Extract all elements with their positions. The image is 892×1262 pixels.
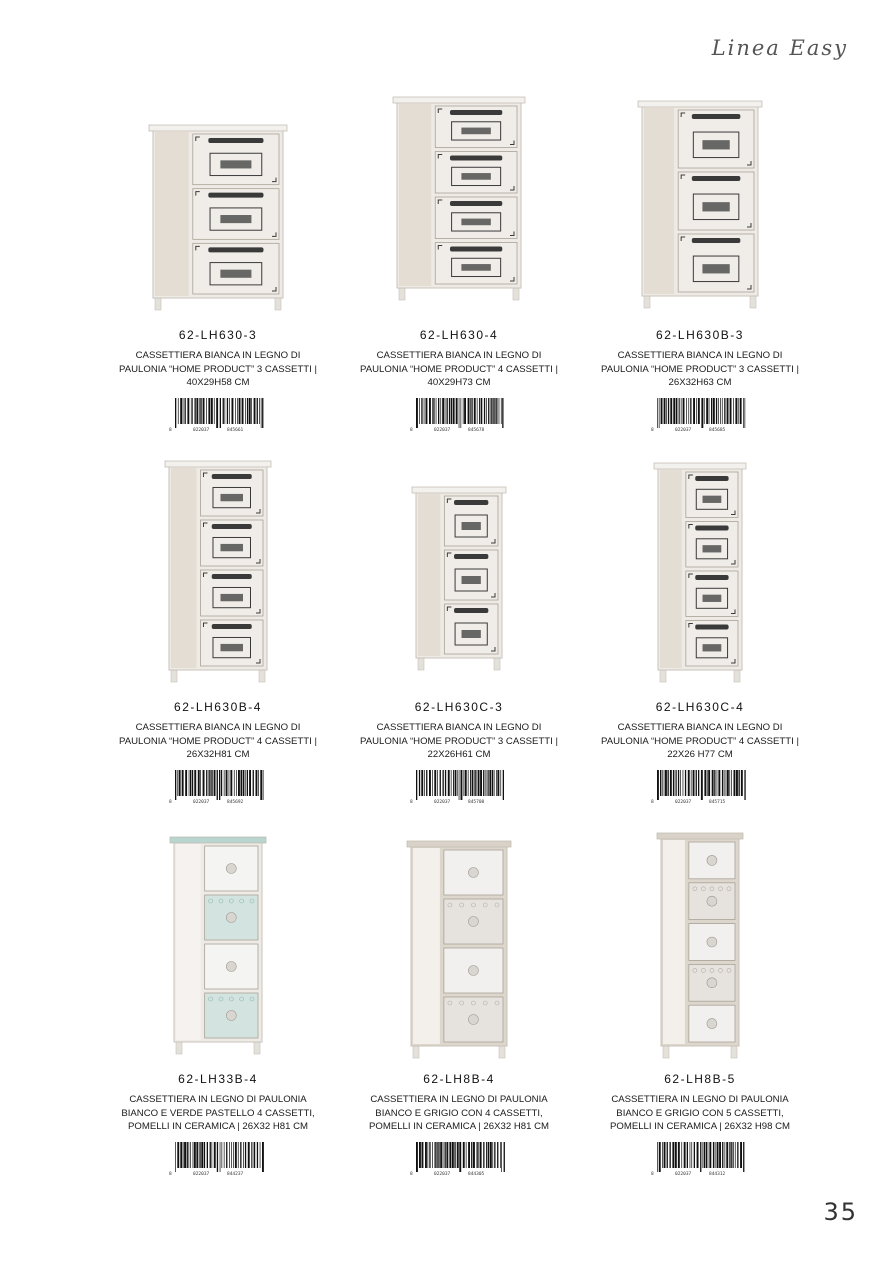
product-row <box>97 832 823 1204</box>
four-drawer-chest-icon <box>97 832 339 1064</box>
barcode: 8 022037 844237 <box>169 1142 267 1180</box>
four-drawer-chest-icon <box>338 832 580 1064</box>
barcode-bars-icon <box>169 770 267 800</box>
product-code: 62-LH33B-4 <box>178 1072 258 1086</box>
product-code: 62-LH630C-3 <box>414 700 504 714</box>
product-description: CASSETTIERA BIANCA IN LEGNO DI PAULONIA “HOME PRODUCT” 4 CASSETTI | 26X32H81 CM <box>119 722 317 760</box>
product-code: 62-LH8B-4 <box>423 1072 495 1086</box>
product-card <box>97 832 339 1204</box>
barcode: 8 022037 845708 <box>410 770 508 808</box>
product-description: CASSETTIERA IN LEGNO DI PAULONIA BIANCO E GRIGIO CON 5 CASSETTI, POMELLI IN CERAMICA | 26X32 H98 CM <box>609 1094 791 1132</box>
product-description: CASSETTIERA BIANCA IN LEGNO DI PAULONIA “HOME PRODUCT” 3 CASSETTI | 26X32H63 CM <box>601 350 799 388</box>
product-code: 62-LH630B-4 <box>174 700 262 714</box>
product-card <box>338 460 580 832</box>
barcode-bars-icon <box>410 398 508 428</box>
page-number: 35 <box>823 1198 858 1226</box>
four-drawer-chest-icon <box>338 88 580 320</box>
barcode: 8 022037 844312 <box>651 1142 749 1180</box>
barcode-bars-icon <box>169 1142 267 1172</box>
barcode: 8 022037 845715 <box>651 770 749 808</box>
product-code: 62-LH630-4 <box>419 328 499 342</box>
barcode-bars-icon <box>651 1142 749 1172</box>
product-description: CASSETTIERA IN LEGNO DI PAULONIA BIANCO E GRIGIO CON 4 CASSETTI, POMELLI IN CERAMICA | 26X32 H81 CM <box>368 1094 550 1132</box>
product-card <box>579 460 821 832</box>
barcode: 8 022037 845692 <box>169 770 267 808</box>
product-row <box>97 460 823 832</box>
barcode-bars-icon <box>410 1142 508 1172</box>
product-card <box>338 832 580 1204</box>
product-description: CASSETTIERA BIANCA IN LEGNO DI PAULONIA “HOME PRODUCT” 3 CASSETTI | 22X26H61 CM <box>360 722 558 760</box>
brand-logo-text: Linea Easy <box>711 36 848 60</box>
product-row <box>97 88 823 460</box>
barcode: 8 022037 845685 <box>651 398 749 436</box>
product-code: 62-LH630C-4 <box>655 700 745 714</box>
product-card <box>97 88 339 460</box>
product-description: CASSETTIERA BIANCA IN LEGNO DI PAULONIA “HOME PRODUCT” 3 CASSETTI | 40X29H58 CM <box>119 350 317 388</box>
barcode-bars-icon <box>651 770 749 800</box>
barcode-bars-icon <box>651 398 749 428</box>
barcode: 8 022037 845678 <box>410 398 508 436</box>
product-card <box>97 460 339 832</box>
product-grid <box>97 88 823 1204</box>
product-code: 62-LH630-3 <box>178 328 258 342</box>
three-drawer-chest-icon <box>579 88 821 320</box>
barcode-bars-icon <box>410 770 508 800</box>
product-card <box>579 832 821 1204</box>
product-code: 62-LH8B-5 <box>664 1072 736 1086</box>
barcode: 8 022037 845661 <box>169 398 267 436</box>
product-description: CASSETTIERA BIANCA IN LEGNO DI PAULONIA “HOME PRODUCT” 4 CASSETTI | 22X26 H77 CM <box>601 722 799 760</box>
product-code: 62-LH630B-3 <box>656 328 744 342</box>
barcode-bars-icon <box>169 398 267 428</box>
three-drawer-chest-icon <box>338 460 580 692</box>
four-drawer-chest-icon <box>97 460 339 692</box>
product-card <box>579 88 821 460</box>
product-description: CASSETTIERA IN LEGNO DI PAULONIA BIANCO E VERDE PASTELLO 4 CASSETTI, POMELLI IN CERAMICA | 26X32 H81 CM <box>121 1094 315 1132</box>
product-card <box>338 88 580 460</box>
five-drawer-chest-icon <box>579 832 821 1064</box>
barcode: 8 022037 844305 <box>410 1142 508 1180</box>
four-drawer-chest-icon <box>579 460 821 692</box>
product-description: CASSETTIERA BIANCA IN LEGNO DI PAULONIA “HOME PRODUCT” 4 CASSETTI | 40X29H73 CM <box>360 350 558 388</box>
three-drawer-chest-icon <box>97 88 339 320</box>
